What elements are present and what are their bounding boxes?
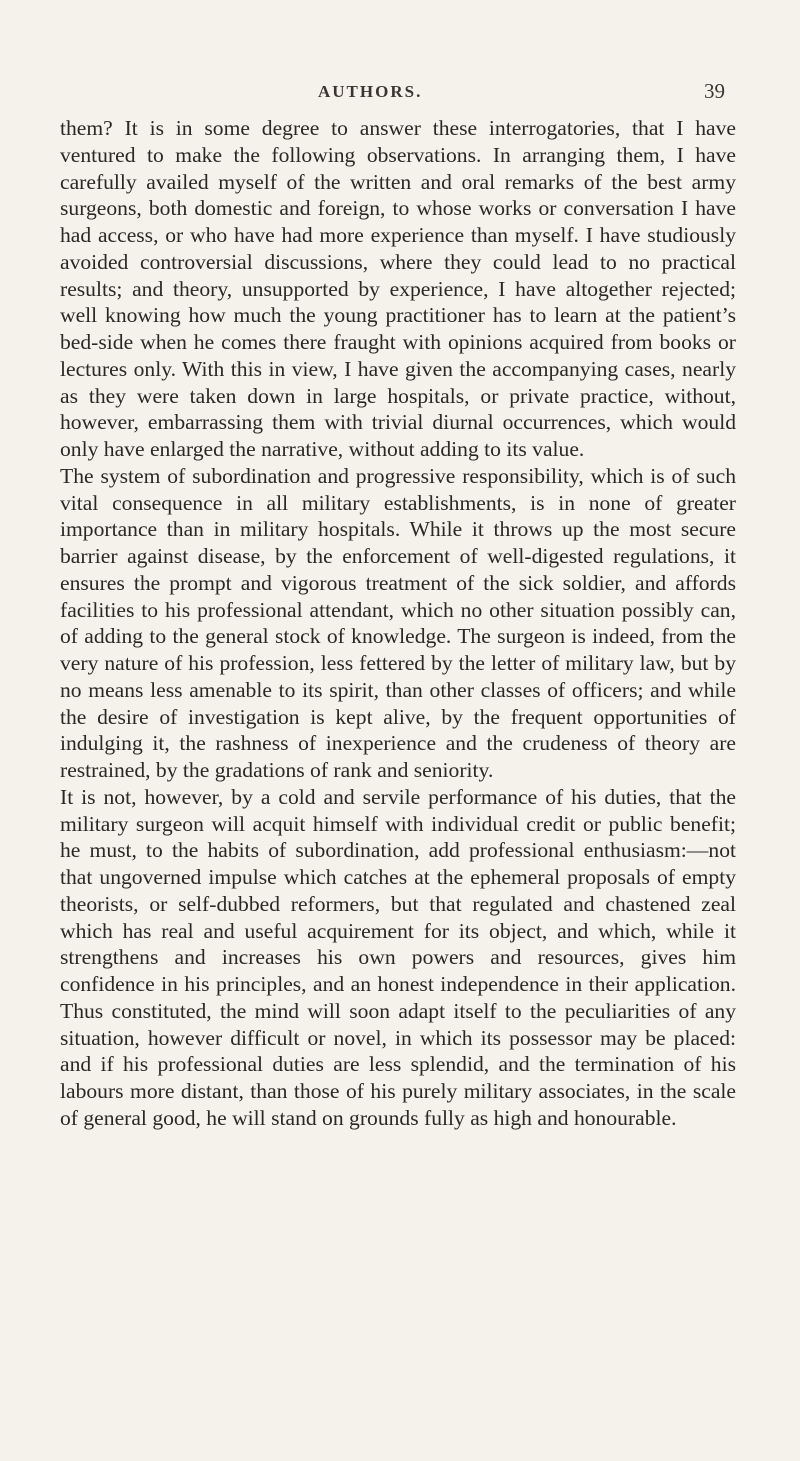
running-title: AUTHORS. (318, 82, 423, 101)
page-number: 39 (704, 79, 725, 103)
paragraph-3: It is not, however, by a cold and servile performance of his duties, that the military surgeon will acquit himself with individual credit or public benefit; he must, to the habits of subordination, add professional enthusiasm:—not that ungoverned impulse which catches at the ephemeral proposals of empty theorists, or self-dubbed reformers, but that regulated and chastened zeal which has real and useful acquirement for its object, and which, while it strengthens and increases his own powers and resources, gives him confidence in his principles, and an honest independence in their application. Thus constituted, the mind will soon adapt itself to the peculiarities of any situation, however difficult or novel, in which its possessor may be placed: and if his professional duties are less splendid, and the termination of his labours more distant, than those of his purely military associates, in the scale of general good, he will stand on grounds fully as high and honourable. (60, 784, 736, 1130)
paragraph-1: them? It is in some degree to answer these interrogatories, that I have ventured to make the following observations. In arranging them, I have carefully availed myself of the written and oral remarks of the best army surgeons, both domestic and foreign, to whose works or conversation I have had access, or who have had more experience than myself. I have studiously avoided controversial discussions, where they could lead to no practical results; and theory, unsupported by experience, I have altogether rejected; well knowing how much the young practitioner has to learn at the patient’s bed-side when he comes there fraught with opinions acquired from books or lectures only. With this in view, I have given the accompanying cases, nearly as they were taken down in large hospitals, or private practice, without, however, embarrassing them with trivial diurnal occurrences, which would only have enlarged the narrative, without adding to its value. (60, 116, 736, 461)
body-text (60, 115, 736, 1132)
paragraph-2: The system of subordination and progressive responsibility, which is of such vital consequence in all military establishments, is in none of greater importance than in military hospitals. While it throws up the most secure barrier against disease, by the enforcement of well-digested regulations, it ensures the prompt and vigorous treatment of the sick soldier, and affords facilities to his professional attendant, which no other situation possibly can, of adding to the general stock of knowledge. The surgeon is indeed, from the very nature of his profession, less fettered by the letter of military law, but by no means less amenable to its spirit, than other classes of officers; and while the desire of investigation is kept alive, by the frequent opportunities of indulging it, the rashness of inexperience and the crudeness of theory are restrained, by the gradations of rank and seniority. (60, 463, 736, 782)
running-head (0, 79, 800, 108)
